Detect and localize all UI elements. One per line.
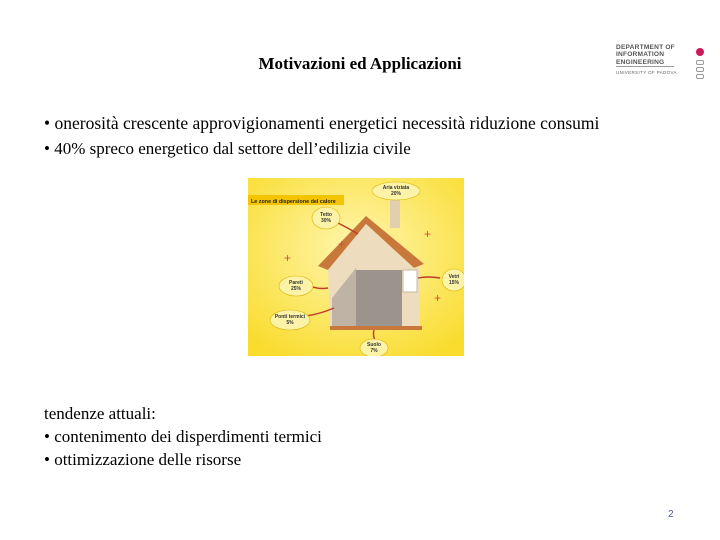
logo-dot-icon xyxy=(696,48,704,56)
svg-text:+: + xyxy=(424,227,432,241)
house-window xyxy=(403,270,417,292)
svg-text:Pareti: Pareti xyxy=(289,280,303,286)
bubble-pareti xyxy=(279,276,313,296)
bullet-item: • ottimizzazione delle risorse xyxy=(44,450,242,469)
svg-text:+: + xyxy=(434,291,442,305)
house-chimney xyxy=(390,198,400,228)
heat-loss-figure xyxy=(248,178,464,356)
logo-text: DEPARTMENT OF INFORMATION ENGINEERING xyxy=(616,44,675,66)
svg-text:30%: 30% xyxy=(320,218,332,224)
bubble-aria-viziata xyxy=(372,182,420,200)
svg-text:15%: 15% xyxy=(448,280,460,286)
svg-text:Suolo: Suolo xyxy=(367,342,381,348)
svg-text:Tetto: Tetto xyxy=(320,212,332,218)
bullet-item: • onerosità crescente approvigionamenti energetici necessità riduzione consumi xyxy=(44,113,600,133)
svg-text:20%: 20% xyxy=(390,191,402,197)
logo-university: UNIVERSITY OF PADOVA xyxy=(616,70,677,75)
logo-divider xyxy=(616,66,674,67)
svg-text:Aria viziata: Aria viziata xyxy=(382,185,410,191)
figure-header: Le zone di dispersione del calore xyxy=(251,199,336,205)
trends-block xyxy=(44,402,322,471)
bubble-suolo xyxy=(360,339,388,356)
bullet-item: • contenimento dei disperdimenti termici xyxy=(44,427,322,446)
department-logo xyxy=(616,24,700,80)
svg-text:+: + xyxy=(338,237,346,251)
house-room xyxy=(356,270,402,328)
page-number: 2 xyxy=(668,509,674,520)
svg-text:5%: 5% xyxy=(286,320,294,326)
bullet-item: • 40% spreco energetico dal settore dell’edilizia civile xyxy=(44,139,411,158)
svg-text:+: + xyxy=(284,251,292,265)
bubble-tetto xyxy=(312,207,340,229)
house-floor xyxy=(330,326,422,330)
svg-text:25%: 25% xyxy=(290,286,302,292)
main-bullets xyxy=(44,110,599,162)
svg-text:Ponti termici: Ponti termici xyxy=(274,314,306,320)
bubble-ponti-termici xyxy=(270,310,310,330)
svg-text:Vetri: Vetri xyxy=(448,274,460,280)
logo-mark-icon xyxy=(696,60,704,81)
heat-loss-illustration xyxy=(248,178,464,356)
trends-heading: tendenze attuali: xyxy=(44,404,156,423)
slide-title: Motivazioni ed Applicazioni xyxy=(258,54,462,73)
svg-text:7%: 7% xyxy=(370,348,378,354)
bubble-vetri xyxy=(442,269,464,291)
